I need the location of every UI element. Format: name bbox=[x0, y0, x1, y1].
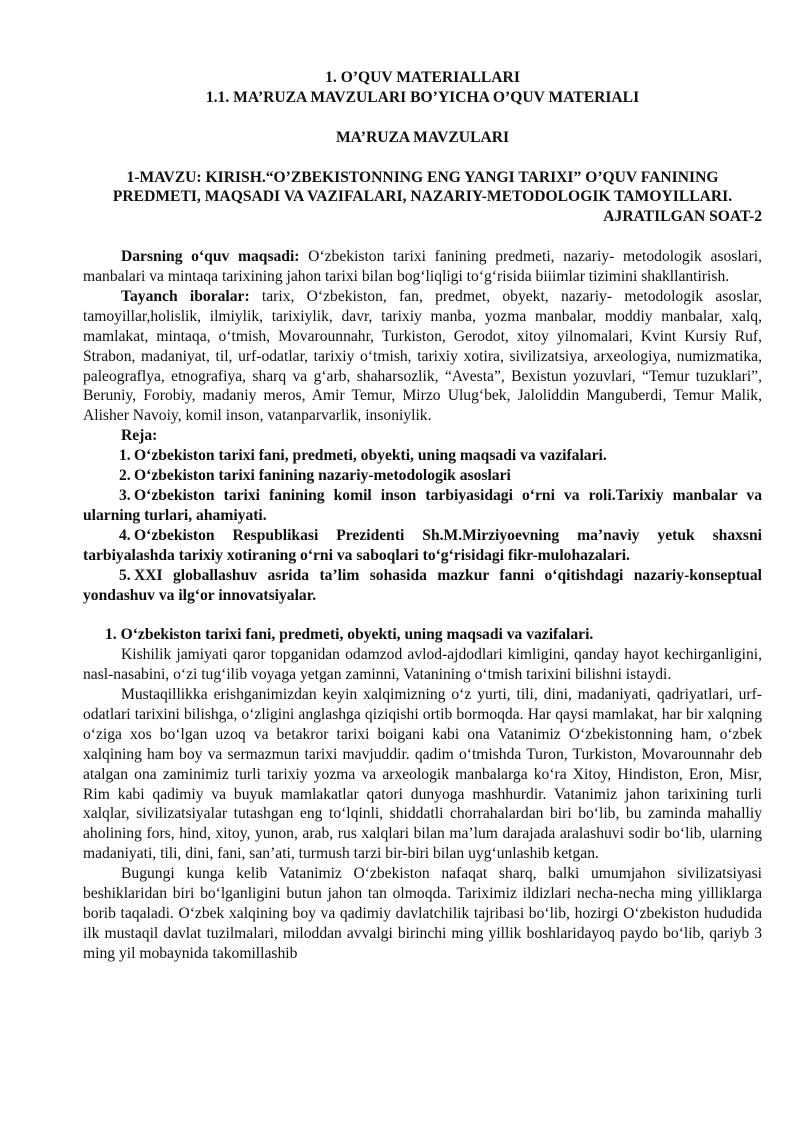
keywords-text: tarix, O‘zbekiston, fan, predmet, obyekt, nazariy- metodologik asoslar, tamoyillar,holislik, ilmiylik, tarixiylik, davr, tarixiy manba, yozma manbalar, moddiy manbalar, xalq, mamlakat, mintaqa, o‘tmish, Movarounnahr, Turkiston, Gerodot, xitoy yilnomalari, Kvint Kursiy Ruf, Strabon, madaniyat, til, urf-odatlar, tarixiy o‘tmish, tarixiy xotira, sivilizatsiya, arxeologiya, numizmatika, paleograflya, etnografiya, sharq va g‘arb, shaharsozlik, “Avesta”, Bexistun yozuvlari, “Temur tuzuklari”, Beruniy, Forobiy, madaniy meros, Amir Temur, Mirzo Ulug‘bek, Jaloliddin Manguberdi, Temur Malik, Alisher Navoiy, komil inson, vatanparvarlik, insoniylik. bbox=[83, 287, 762, 425]
body-paragraph: Bugungi kunga kelib Vatanimiz O‘zbekiston nafaqat sharq, balki umumjahon sivilizatsiyasi beshiklaridan biri bo‘lganligini butun jahon tan olmoqda. Tariximiz ildizlari necha-necha ming yilliklarga borib taqaladi. O‘zbek xalqining boy va qadimiy davlatchilik tajribasi bo‘lib, hozirgi O‘zbekiston hududida ilk mustaqil davlat tuzilmalari, miloddan avvalgi birinchi ming yillik boshlaridayoq paydo bo‘lib, qariyb 3 ming yil mobaynida takomillashib bbox=[83, 865, 762, 962]
lectures-heading: MA’RUZA MAVZULARI bbox=[335, 128, 510, 146]
plan-item: 2. O‘zbekiston tarixi fanining nazariy-metodologik asoslari bbox=[119, 467, 511, 485]
body-paragraph: Kishilik jamiyati qaror topganidan odamzod avlod-ajdodlari kimligini, qanday hayot kechirganligini, nasl-nasabini, o‘zi tug‘ilib voyaga yetgan zaminni, Vatanining o‘tmish tarixini bilishni istaydi. bbox=[83, 646, 762, 684]
goal-text: O‘zbekiston tarixi fanining predmeti, nazariy- metodologik asoslari, manbalari va mintaqa tarixining jahon tarixi bilan bog‘liqligi to‘g‘risida biiimlar tizimini shakllantirish. bbox=[83, 248, 763, 286]
plan-item: 5. XXI globallashuv asrida ta’lim sohasida mazkur fanni o‘qitishdagi nazariy-konseptual yondashuv va ilg‘or innovatsiyalar. bbox=[83, 566, 762, 604]
plan-item: 3. O‘zbekiston tarixi fanining komil inson tarbiyasidagi o‘rni va roli.Tarixiy manbalar va ularning turlari, ahamiyati. bbox=[83, 486, 762, 524]
body-paragraph: Mustaqillikka erishganimizdan keyin xalqimizning o‘z yurti, tili, dini, madaniyati, qadriyatlari, urf-odatlari tarixini bilishga, o‘zligini anglashga qiziqishi ortib bormoqda. Har qaysi mamlakat, har bir xalqning o‘ziga xos bo‘lgan uzoq va betakror tarixi boigani kabi ona Vatanimiz O‘zbekistonning ham, o‘zbek xalqining ham boy va sermazmun tarixi mavjuddir. qadim o‘tmishda Turon, Turkiston, Movarounnahr deb atalgan ona zaminimiz turli tarixiy yozma va arxeologik manbalarga ko‘ra Xitoy, Hindiston, Eron, Misr, Rim kabi qadimiy va buyuk mamlakatlar qatori dunyoga mashhurdir. Vatanimiz jahon tarixining turli xalqlar, sivilizatsiyalar tutashgan eng to‘lqinli, shiddatli chorrahalardan biri bo‘lib, bu zaminda mahalliy aholining fors, hind, xitoy, yunon, arab, rus xalqlari bilan ma’lum darajada aralashuvi sodir bo‘lib, ularning madaniyati, tili, dini, fani, san’ati, turmush tarzi bir-biri bilan uyg‘unlashib ketgan. bbox=[83, 686, 762, 863]
goal-paragraph bbox=[83, 247, 762, 287]
plan-label: Reja: bbox=[121, 427, 158, 445]
topic-title: 1-MAVZU: KIRISH.“O’ZBEKISTONNING ENG YANGI TARIXI” O’QUV FANINING PREDMETI, MAQSADI VA VAZIFALARI, NAZARIY-METODOLOGIK TAMOYILLARI. bbox=[112, 168, 733, 206]
section-1-heading: 1. O‘zbekiston tarixi fani, predmeti, obyekti, uning maqsadi va vazifalari. bbox=[105, 626, 594, 644]
header-line-1: 1. O’QUV MATERIALLARI bbox=[325, 69, 520, 86]
goal-label: Darsning o‘quv maqsadi: bbox=[121, 248, 300, 266]
plan-item: 4. O‘zbekiston Respublikasi Prezidenti Sh.M.Mirziyoevning ma’naviy yetuk shaxsni tarbiyalashda tarixiy xotiraning o‘rni va saboqlari to‘g‘risidagi fikr-mulohazalari. bbox=[83, 526, 762, 564]
keywords-label: Tayanch iboralar: bbox=[121, 287, 250, 305]
plan-item: 1. O‘zbekiston tarixi fani, predmeti, obyekti, uning maqsadi va vazifalari. bbox=[119, 447, 607, 465]
allocated-hours: AJRATILGAN SOAT-2 bbox=[603, 208, 762, 226]
header-line-2: 1.1. MA’RUZA MAVZULARI BO’YICHA O’QUV MATERIALI bbox=[205, 88, 640, 106]
keywords-paragraph bbox=[83, 287, 762, 426]
